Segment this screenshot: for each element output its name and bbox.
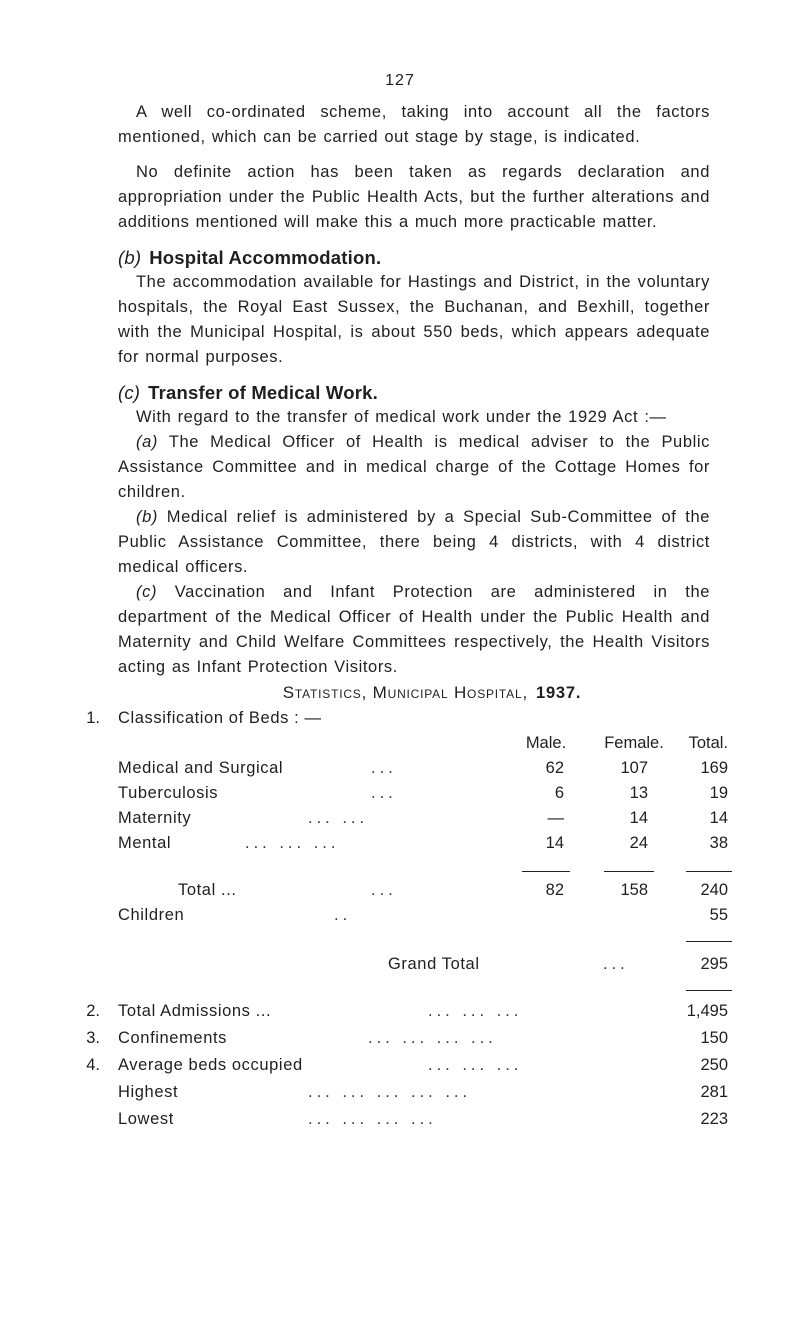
cell-total: 14 <box>709 809 728 827</box>
header-female: Female. <box>604 734 664 752</box>
section-transfer-medical-work <box>118 380 710 680</box>
leader-dots: ... ... ... ... ... <box>308 1083 472 1101</box>
item-label: Confinements <box>118 1029 228 1047</box>
item-number: 2. <box>86 1002 100 1020</box>
header-total: Total. <box>688 734 728 752</box>
leader-dots: ... ... ... ... <box>308 1110 437 1128</box>
cell-total: 169 <box>700 759 728 777</box>
paragraph-definite-action: No definite action has been taken as regards declaration and appropriation under the Public Health Acts, but the further alterations and additions mentioned will make this a much more practicable matter. <box>118 163 710 231</box>
cell-total: 295 <box>700 955 728 973</box>
item-text: The Medical Officer of Health is medical adviser to the Public Assistance Committee and in medical charge of the Cottage Homes for children. <box>118 433 710 501</box>
leader-dots: ... ... ... ... <box>368 1029 497 1047</box>
cell-female: 107 <box>620 759 648 777</box>
section-label: (b) <box>118 247 142 268</box>
item-label: Lowest <box>118 1110 174 1128</box>
item-text: Medical relief is administered by a Special Sub-Committee of the Public Assistance Committee, there being 4 districts, with 4 district medical officers. <box>118 508 711 576</box>
item-label: Highest <box>118 1083 179 1101</box>
leader-dots: ... ... ... <box>428 1002 523 1020</box>
leader-dots: ... ... ... <box>428 1056 523 1074</box>
item-label: (c) <box>136 583 158 601</box>
row-label: Grand Total <box>388 955 480 973</box>
page-number: 127 <box>385 72 415 89</box>
grand-total-underline <box>686 990 732 991</box>
leader-dots: ... <box>371 881 397 899</box>
leader-dots: ... ... ... <box>245 834 340 852</box>
header-male: Male. <box>525 734 567 752</box>
leader-dots: .. <box>334 906 352 924</box>
item-number: 3. <box>86 1029 100 1047</box>
item-value: 223 <box>700 1110 728 1128</box>
section-label: (c) <box>118 382 141 403</box>
section-hospital-accommodation <box>118 245 710 370</box>
item-number: 4. <box>86 1056 100 1074</box>
item-number: 1. <box>86 709 100 727</box>
cell-male: 82 <box>545 881 564 899</box>
admissions-list <box>86 999 728 1139</box>
cell-female: 24 <box>629 834 648 852</box>
item-text: Vaccination and Infant Protection are administered in the department of the Medical Officer of Health under the Public Health and Maternity and Child Welfare Committees respectively, the Health Visitors acting as Infant Protection Visitors. <box>118 583 711 676</box>
row-label: Tuberculosis <box>118 784 219 802</box>
section-intro: With regard to the transfer of medical work under the 1929 Act :— <box>136 408 667 426</box>
item-value: 1,495 <box>686 1002 728 1020</box>
item-label: (a) <box>136 433 158 451</box>
cell-female: 14 <box>629 809 648 827</box>
section-title: Hospital Accommodation. <box>149 247 382 268</box>
row-label: Children <box>118 906 185 924</box>
cell-female: 158 <box>620 881 648 899</box>
document-body <box>86 100 728 1139</box>
section-text: The accommodation available for Hastings and District, in the voluntary hospitals, the Royal East Sussex, the Buchanan, and Bexhill, together with the Municipal Hospital, is about 550 beds, which appears adequate for normal purposes. <box>118 273 710 366</box>
item-value: 250 <box>700 1056 728 1074</box>
row-label: Medical and Surgical <box>118 759 284 777</box>
section-heading <box>118 245 710 270</box>
row-label: Maternity <box>118 809 192 827</box>
item-value: 150 <box>700 1029 728 1047</box>
cell-male: 14 <box>545 834 564 852</box>
item-value: 281 <box>700 1083 728 1101</box>
cell-total: 19 <box>709 784 728 802</box>
cell-total: 240 <box>700 881 728 899</box>
cell-male: 6 <box>554 784 564 802</box>
cell-total: 38 <box>709 834 728 852</box>
cell-total: 55 <box>709 906 728 924</box>
cell-female: 13 <box>629 784 648 802</box>
item-label: (b) <box>136 508 158 526</box>
classification-label: Classification of Beds : — <box>118 709 322 727</box>
statistics-year: 1937. <box>535 684 582 702</box>
leader-dots: ... <box>603 955 629 973</box>
beds-table <box>118 731 728 1031</box>
list-item <box>118 580 710 680</box>
list-item <box>118 505 710 580</box>
cell-male: — <box>547 809 564 827</box>
leader-dots: ... <box>371 759 397 777</box>
subtotal-rule-female <box>604 871 654 872</box>
row-label: Mental <box>118 834 172 852</box>
statistics-title <box>118 680 710 706</box>
paragraph-coordinated-scheme: A well co-ordinated scheme, taking into account all the factors mentioned, which can be carried out stage by stage, is indicated. <box>118 103 710 146</box>
section-title: Transfer of Medical Work. <box>148 382 378 403</box>
row-label: Total ... <box>178 881 237 899</box>
statistics-title-text: Statistics, Municipal Hospital, <box>282 683 528 702</box>
item-label: Average beds occupied <box>118 1056 303 1074</box>
leader-dots: ... ... <box>308 809 369 827</box>
grand-total-rule <box>686 941 732 942</box>
cell-male: 62 <box>545 759 564 777</box>
list-item <box>118 430 710 505</box>
subtotal-rule-male <box>522 871 570 872</box>
classification-heading <box>86 706 710 731</box>
subtotal-rule-total <box>686 871 732 872</box>
section-heading <box>118 380 710 405</box>
leader-dots: ... <box>371 784 397 802</box>
item-label: Total Admissions ... <box>118 1002 272 1020</box>
